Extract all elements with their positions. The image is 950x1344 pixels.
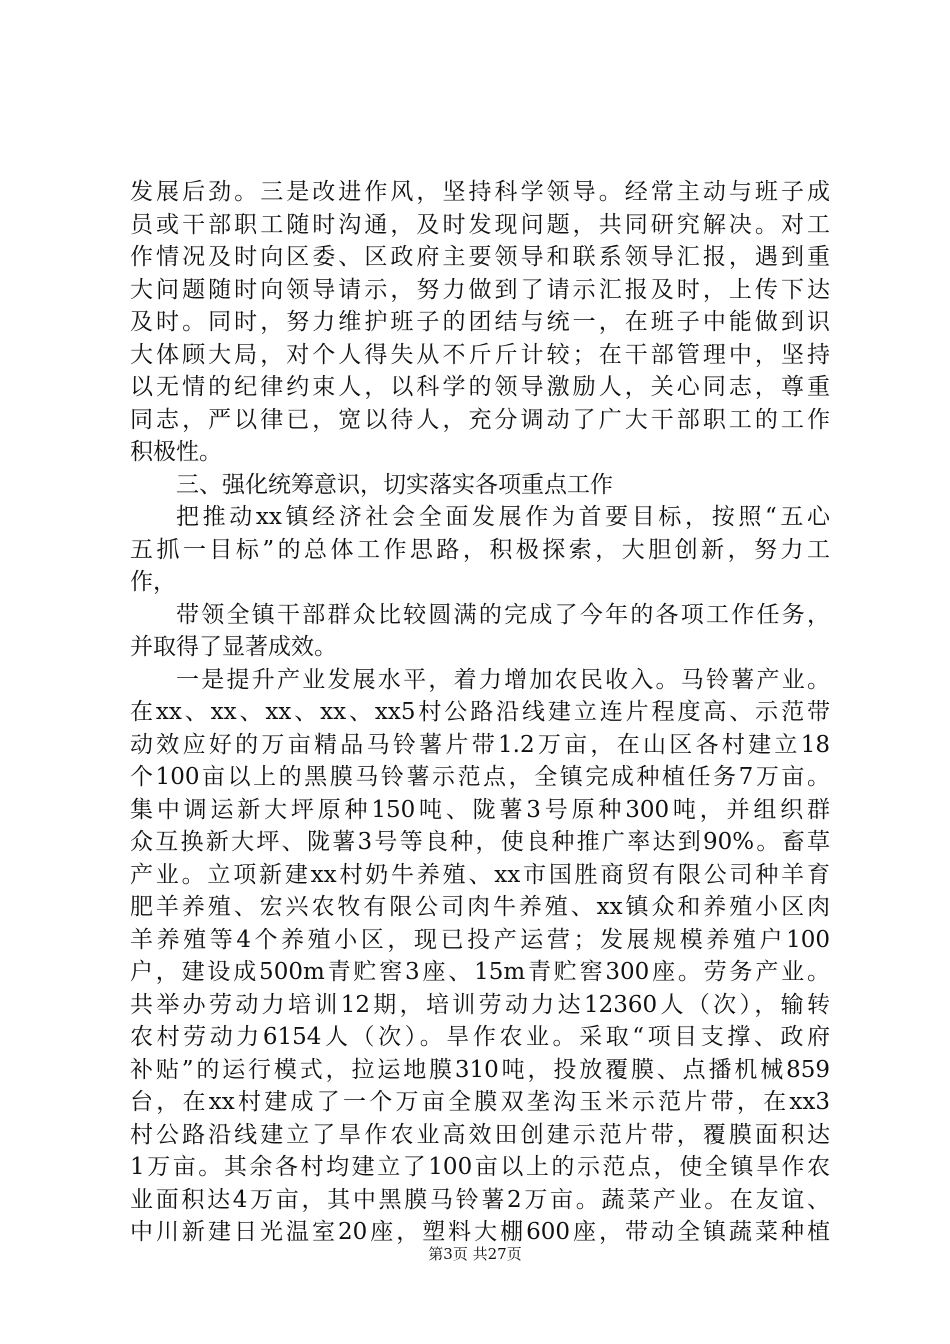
text-line: 把推动xx镇经济社会全面发展作为首要目标，按照“五心 xyxy=(176,504,830,530)
text-line: 共举办劳动力培训12期，培训劳动力达12360人（次），输转 xyxy=(130,991,830,1018)
text-line: 集中调运新大坪原种150吨、陇薯3号原种300吨，并组织群 xyxy=(130,796,830,823)
text-line: 在xx、xx、xx、xx、xx5村公路沿线建立连片程度高、示范带 xyxy=(130,699,830,725)
text-line: 台，在xx村建成了一个万亩全膜双垄沟玉米示范片带，在xx3 xyxy=(130,1089,830,1115)
text-line: 作， xyxy=(130,569,176,595)
text-line: 村公路沿线建立了旱作农业高效田创建示范片带，覆膜面积达 xyxy=(130,1121,830,1148)
text-line: 户，建设成500m青贮窖3座、15m青贮窖300座。劳务产业。 xyxy=(130,959,830,985)
body-text xyxy=(130,176,830,1249)
text-line: 动效应好的万亩精品马铃薯片带1.2万亩，在山区各村建立18 xyxy=(130,731,830,758)
text-line: 大体顾大局，对个人得失从不斤斤计较；在干部管理中，坚持 xyxy=(130,341,830,368)
text-line: 产业。立项新建xx村奶牛养殖、xx市国胜商贸有限公司种羊育 xyxy=(130,861,830,888)
text-line: 以无情的纪律约束人，以科学的领导激励人，关心同志，尊重 xyxy=(130,374,830,400)
text-line: 农村劳动力6154人（次）。旱作农业。采取“项目支撑、政府 xyxy=(130,1024,830,1050)
text-line: 肥羊养殖、宏兴农牧有限公司肉牛养殖、xx镇众和养殖小区肉 xyxy=(130,894,830,920)
text-line: 并取得了显著成效。 xyxy=(130,634,337,660)
text-line: 羊养殖等4个养殖小区，现已投产运营；发展规模养殖户100 xyxy=(130,926,830,953)
text-line: 五抓一目标”的总体工作思路，积极探索，大胆创新，努力工 xyxy=(130,536,830,563)
text-line: 1万亩。其余各村均建立了100亩以上的示范点，使全镇旱作农 xyxy=(130,1154,830,1180)
text-line: 业面积达4万亩，其中黑膜马铃薯2万亩。蔬菜产业。在友谊、 xyxy=(130,1186,830,1213)
text-line: 众互换新大坪、陇薯3号等良种，使良种推广率达到90%。畜草 xyxy=(130,829,830,855)
text-line: 带领全镇干部群众比较圆满的完成了今年的各项工作任务， xyxy=(176,601,830,628)
text-line: 积极性。 xyxy=(130,439,222,465)
text-line: 及时。同时，努力维护班子的团结与统一，在班子中能做到识 xyxy=(130,309,830,335)
text-line: 三、强化统筹意识，切实落实各项重点工作 xyxy=(176,471,613,498)
text-line: 补贴”的运行模式，拉运地膜310吨，投放覆膜、点播机械859 xyxy=(130,1056,830,1083)
text-line: 一是提升产业发展水平，着力增加农民收入。马铃薯产业。 xyxy=(176,666,830,693)
text-line: 发展后劲。三是改进作风，坚持科学领导。经常主动与班子成 xyxy=(130,179,830,205)
text-line: 同志，严以律已，宽以待人，充分调动了广大干部职工的工作 xyxy=(130,406,830,433)
text-line: 作情况及时向区委、区政府主要领导和联系领导汇报，遇到重 xyxy=(130,244,830,270)
page-footer: 第3页 共27页 xyxy=(428,1245,522,1263)
text-line: 个100亩以上的黑膜马铃薯示范点，全镇完成种植任务7万亩。 xyxy=(130,764,830,790)
text-line: 中川新建日光温室20座，塑料大棚600座，带动全镇蔬菜种植 xyxy=(130,1219,830,1245)
text-line: 大问题随时向领导请示，努力做到了请示汇报及时，上传下达 xyxy=(130,276,830,303)
text-line: 员或干部职工随时沟通，及时发现问题，共同研究解决。对工 xyxy=(130,211,830,238)
